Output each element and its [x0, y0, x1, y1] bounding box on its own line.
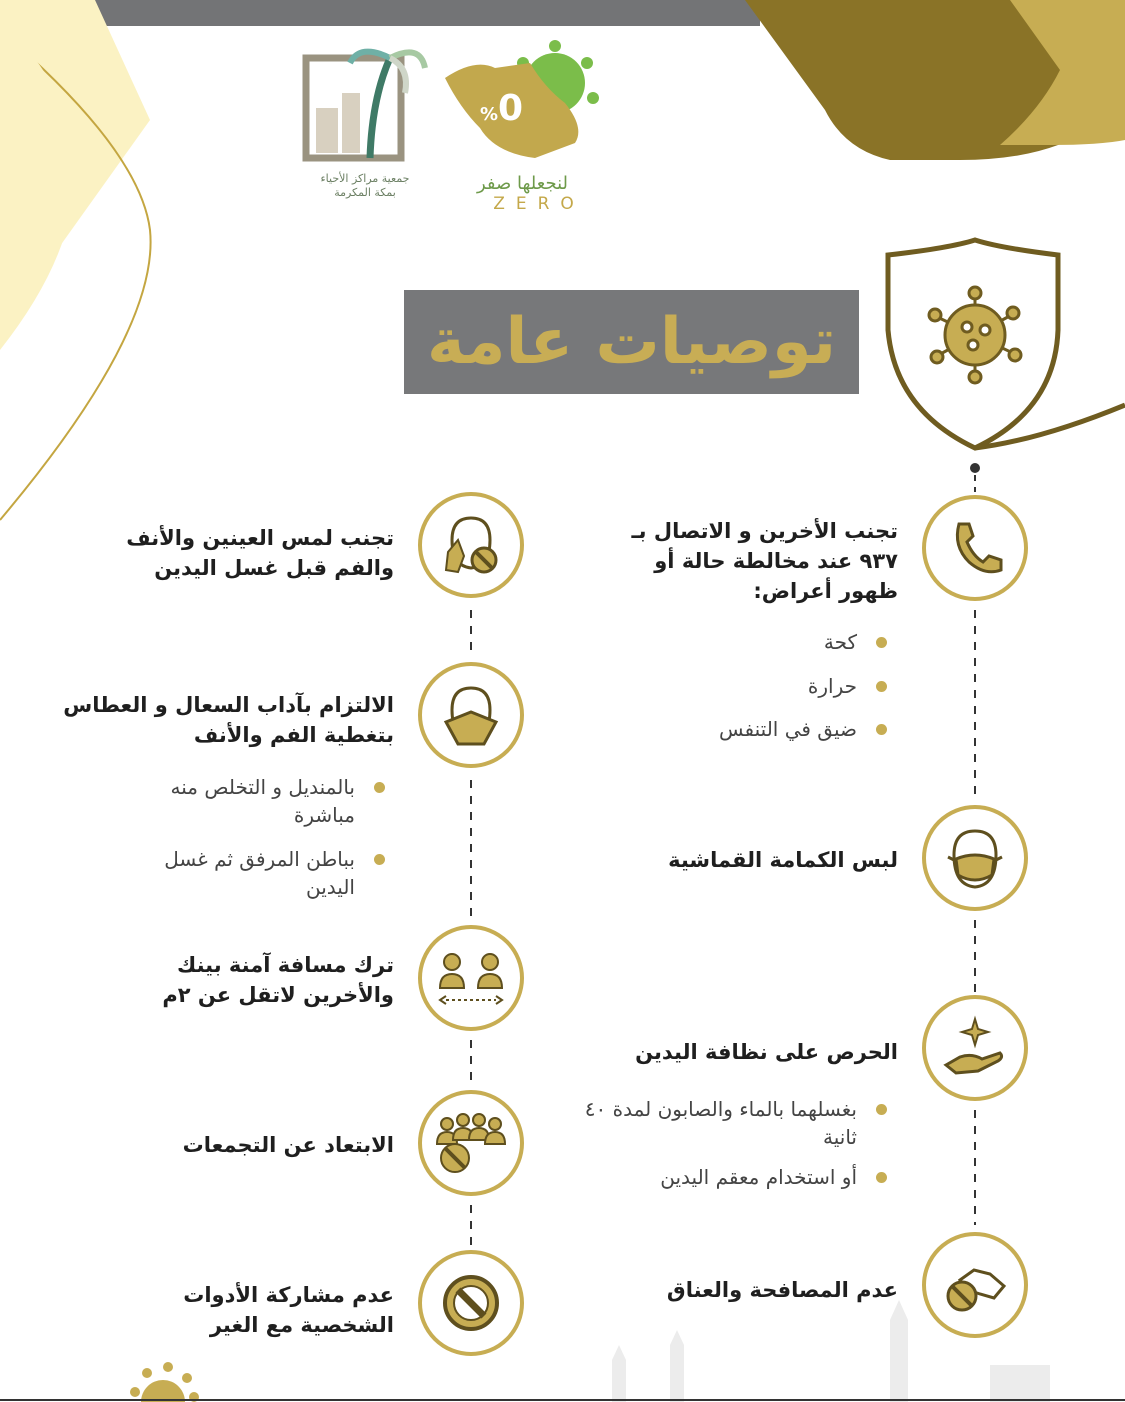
zero-percent-badge: %0 [480, 88, 524, 129]
social-distance-icon [436, 948, 506, 1008]
no-gathering-icon-circle [418, 1090, 524, 1196]
heading-hand-hygiene: الحرص على نظافة اليدين [635, 1040, 898, 1064]
top-gray-bar [40, 0, 760, 26]
phone-icon-circle [922, 495, 1028, 601]
heading-no-handshake: عدم المصافحة والعناق [666, 1278, 898, 1302]
no-handshake-icon-circle [922, 1232, 1028, 1338]
no-face-touch-icon [438, 512, 504, 578]
cough-cover-icon-circle [418, 662, 524, 768]
bullet-elbow: بباطن المرفق ثم غسل اليدين [140, 845, 385, 901]
clean-hand-icon [942, 1015, 1008, 1081]
bullet-sanitizer: أو استخدام معقم اليدين [580, 1163, 887, 1191]
bullet-tissue: بالمنديل و التخلص منه مباشرة [140, 773, 385, 829]
heading-cough-etiquette: الالتزام بآداب السعال و العطاس بتغطية الفم والأنف [63, 693, 394, 747]
no-face-touch-icon-circle [418, 492, 524, 598]
prohibited-icon-circle [418, 1250, 524, 1356]
heading-avoid-gatherings: الابتعاد عن التجمعات [182, 1133, 394, 1157]
heading-avoid-touching-face: تجنب لمس العينين والأنف والفم قبل غسل اليدين [126, 526, 394, 580]
title-banner [404, 290, 859, 394]
bullet-fever: حرارة [600, 672, 887, 700]
association-logo [300, 38, 430, 198]
phone-icon [945, 518, 1005, 578]
page-title: توصيات عامة [427, 305, 836, 379]
bullet-breath: ضيق في التنفس [600, 715, 887, 743]
clean-hand-icon-circle [922, 995, 1028, 1101]
virus-partial-bottom-left [130, 1362, 199, 1402]
heading-avoid-contact-call: تجنب الأخرين و الاتصال بـ ٩٣٧ عند مخالطة حالة أو ظهور أعراض: [631, 519, 898, 603]
campaign-word: ZERO [493, 194, 585, 214]
prohibited-icon [438, 1270, 504, 1336]
face-mask-icon [942, 825, 1008, 891]
social-distance-icon-circle [418, 925, 524, 1031]
virus-icon [925, 285, 1025, 385]
cough-cover-icon [438, 682, 504, 748]
no-gathering-icon [433, 1110, 509, 1176]
heading-no-sharing-tools: عدم مشاركة الأدوات الشخصية مع الغير [183, 1283, 394, 1337]
face-mask-icon-circle [922, 805, 1028, 911]
campaign-slogan: لنجعلها صفر [476, 173, 568, 194]
heading-wear-mask: لبس الكمامة القماشية [668, 848, 898, 872]
association-name: جمعية مراكز الأحياء بمكة المكرمة [320, 172, 410, 199]
bullet-wash-hands: بغسلهما بالماء والصابون لمدة ٤٠ ثانية [580, 1095, 887, 1151]
no-handshake-icon [940, 1250, 1010, 1320]
zero-campaign-logo [435, 28, 610, 218]
bullet-cough: كحة [600, 628, 887, 656]
heading-safe-distance: ترك مسافة آمنة بينك والأخرين لاتقل عن ٢م [162, 953, 394, 1007]
